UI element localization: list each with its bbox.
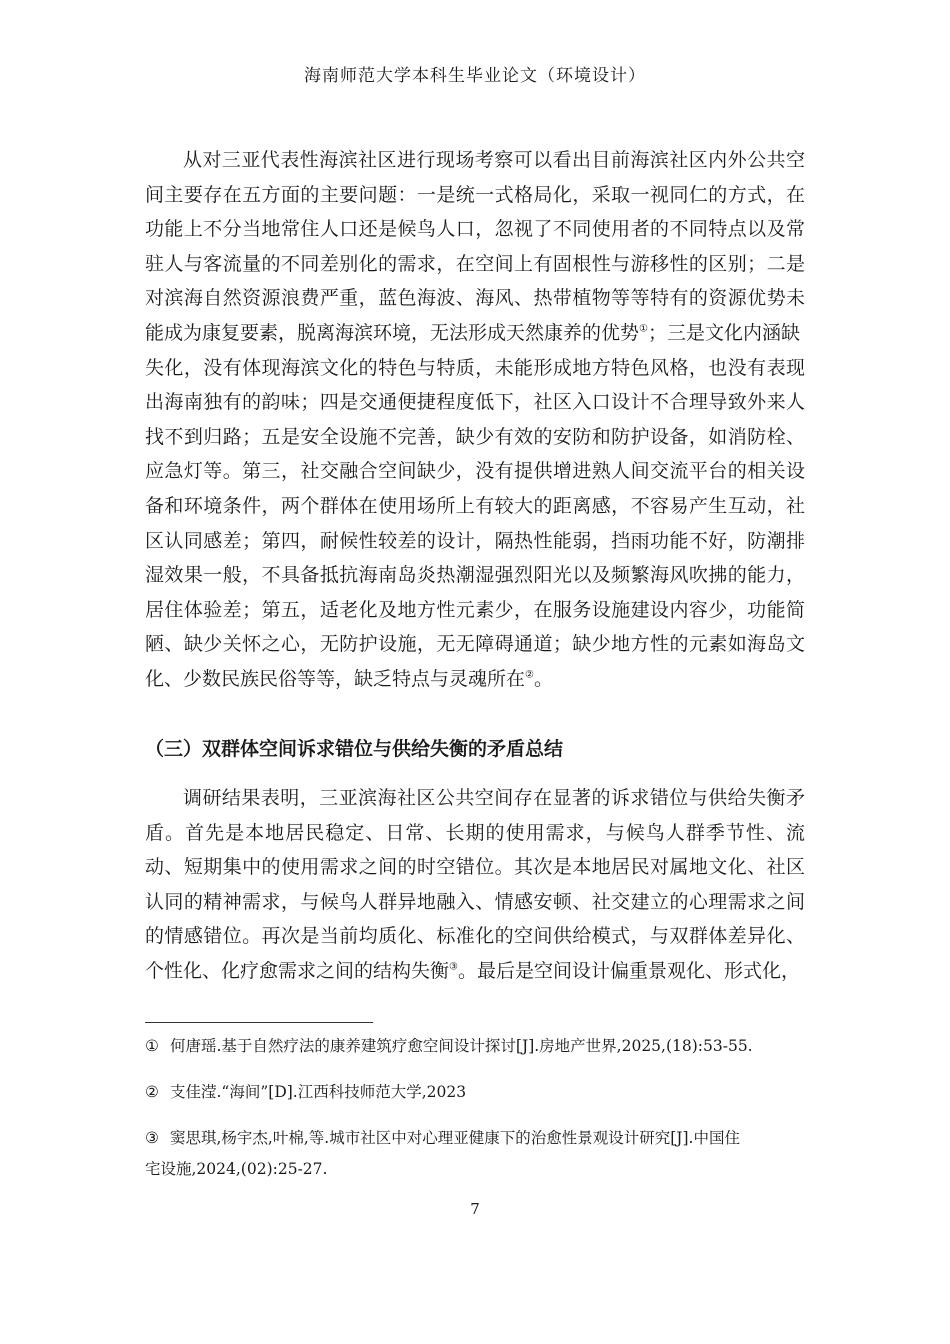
paragraph-line: 的情感错位。再次是当前均质化、标准化的空间供给模式，与双群体差异化、 [145, 925, 805, 948]
paragraph-line: 备和环境条件，两个群体在使用场所上有较大的距离感，不容易产生互动，社 [145, 494, 805, 517]
paragraph-line: 从对三亚代表性海滨社区进行现场考察可以看出目前海滨社区内外公共空 [183, 149, 805, 171]
paragraph-line [145, 954, 805, 989]
footnote-mark: ② [145, 1083, 159, 1101]
paragraph-line: 找不到归路；五是安全设施不完善，缺少有效的安防和防护设备，如消防栓、 [145, 425, 805, 448]
footnote-reference-1[interactable]: ① [639, 323, 648, 335]
paragraph-line-tail: ；三是文化内涵缺 [647, 321, 800, 344]
body-paragraph-1 [145, 143, 805, 697]
footnote-text: 何唐瑶.基于自然疗法的康养建筑疗愈空间设计探讨[J].房地产世界,2025,(18):53-55. [170, 1037, 753, 1055]
paragraph-line: 失化，没有体现海滨文化的特色与特质，未能形成地方特色风格，也没有表现 [145, 356, 805, 379]
paragraph-line: 动、短期集中的使用需求之间的时空错位。其次是本地居民对属地文化、社区 [145, 856, 805, 879]
footnote-text: 窦思琪,杨宇杰,叶棉,等.城市社区中对心理亚健康下的治愈性景观设计研究[J].中国住 [170, 1129, 740, 1147]
paragraph-line: 出海南独有的韵味；四是交通便捷程度低下，社区入口设计不合理导致外来人 [145, 391, 805, 414]
paragraph-line-tail: 。 [533, 667, 553, 690]
footnote-text-continued: 宅设施,2024,(02):25-27. [145, 1160, 328, 1178]
section-heading: （三）双群体空间诉求错位与供给失衡的矛盾总结 [145, 738, 564, 760]
paragraph-line: 间主要存在五方面的主要问题：一是统一式格局化，采取一视同仁的方式，在 [145, 183, 805, 206]
paragraph-line-text: 能成为康复要素，脱离海滨环境，无法形成天然康养的优势 [145, 321, 640, 344]
paragraph-line: 区认同感差；第四，耐候性较差的设计，隔热性能弱，挡雨功能不好，防潮排 [145, 529, 805, 552]
paragraph-line [145, 316, 805, 351]
paragraph-line-text: 个性化、化疗愈需求之间的结构失衡 [145, 959, 450, 982]
paragraph-line-tail: 。最后是空间设计偏重景观化、形式化， [457, 959, 800, 982]
paragraph-line [145, 662, 805, 697]
footnote-separator [145, 1022, 373, 1023]
paragraph-line: 调研结果表明，三亚滨海社区公共空间存在显著的诉求错位与供给失衡矛 [183, 787, 805, 809]
footnote-reference-2[interactable]: ② [525, 669, 534, 681]
footnote-mark: ③ [145, 1129, 159, 1147]
paragraph-line: 陋、缺少关怀之心，无防护设施，无无障碍通道；缺少地方性的元素如海岛文 [145, 633, 805, 656]
footnote-reference-3[interactable]: ③ [449, 961, 458, 973]
footnote-3 [145, 1123, 815, 1185]
paragraph-line: 对滨海自然资源浪费严重，蓝色海波、海风、热带植物等等特有的资源优势未 [145, 287, 805, 310]
footnote-mark: ① [145, 1037, 159, 1055]
running-header: 海南师范大学本科生毕业论文（环境设计） [304, 66, 646, 86]
paragraph-line: 功能上不分当地常住人口还是候鸟人口，忽视了不同使用者的不同特点以及常 [145, 218, 805, 241]
body-paragraph-2 [145, 781, 805, 989]
page-number: 7 [470, 1200, 480, 1218]
paragraph-line-text: 化、少数民族民俗等等，缺乏特点与灵魂所在 [145, 667, 526, 690]
paragraph-line: 居住体验差；第五，适老化及地方性元素少，在服务设施建设内容少，功能简 [145, 598, 805, 621]
footnote-2 [145, 1077, 815, 1108]
paragraph-line: 盾。首先是本地居民稳定、日常、长期的使用需求，与候鸟人群季节性、流 [145, 821, 805, 844]
paragraph-line: 应急灯等。第三，社交融合空间缺少，没有提供增进熟人间交流平台的相关设 [145, 460, 805, 483]
paragraph-line: 驻人与客流量的不同差别化的需求，在空间上有固根性与游移性的区别；二是 [145, 252, 805, 275]
footnote-text: 支佳滢.“海间”[D].江西科技师范大学,2023 [170, 1083, 467, 1101]
paragraph-line: 湿效果一般，不具备抵抗海南岛炎热潮湿强烈阳光以及频繁海风吹拂的能力， [145, 564, 805, 587]
footnote-1 [145, 1031, 815, 1062]
paragraph-line: 认同的精神需求，与候鸟人群异地融入、情感安顿、社交建立的心理需求之间 [145, 890, 805, 913]
